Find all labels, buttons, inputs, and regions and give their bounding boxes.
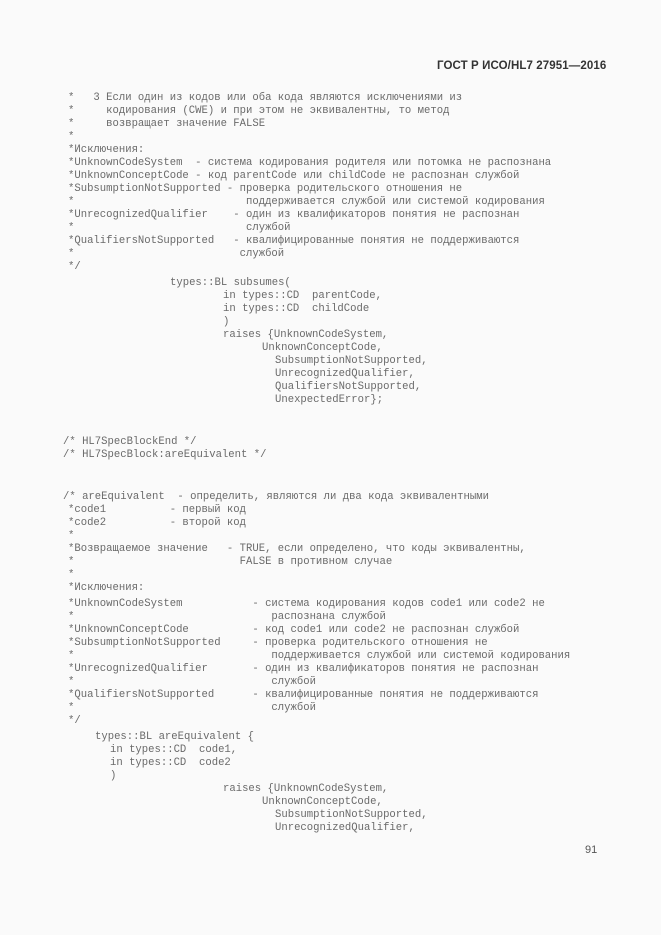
code-line: /* HL7SpecBlockEnd */ (63, 436, 197, 448)
code-line: * службой (68, 222, 291, 234)
code-line: * службой (68, 702, 316, 714)
code-line: SubsumptionNotSupported, (275, 809, 428, 821)
code-line: ) (110, 770, 117, 782)
code-line: *QualifiersNotSupported - квалифицированные понятия не поддерживаются (68, 689, 539, 701)
code-line: *Исключения: (68, 582, 145, 594)
code-line: *UnrecognizedQualifier - один из квалификаторов понятия не распознан (68, 209, 520, 221)
code-line: * распознана службой (68, 611, 386, 623)
code-line: * поддерживается службой или системой кодирования (68, 196, 545, 208)
code-line: in types::CD childCode (223, 303, 370, 315)
code-line: * (68, 569, 75, 581)
code-line: *UnrecognizedQualifier - один из квалификаторов понятия не распознан (68, 663, 539, 675)
code-line: UnrecognizedQualifier, (275, 822, 415, 834)
code-line: UnknownConceptCode, (262, 796, 383, 808)
code-line: * кодирования (CWE) и при этом не эквивалентны, то метод (68, 105, 450, 117)
code-line: * (68, 131, 75, 143)
code-line: * службой (68, 676, 316, 688)
code-line: *UnknownConceptCode - код code1 или code2 не распознан службой (68, 624, 520, 636)
code-line: */ (68, 715, 81, 727)
code-line: /* areEquivalent - определить, являются ли два кода эквивалентными (63, 491, 489, 503)
code-line: *code2 - второй код (68, 517, 247, 529)
code-line: * (68, 530, 75, 542)
code-line: * FALSE в противном случае (68, 556, 393, 568)
code-line: *Исключения: (68, 144, 145, 156)
code-line: /* HL7SpecBlock:areEquivalent */ (63, 449, 267, 461)
code-line: *SubsumptionNotSupported - проверка родительского отношения не (68, 183, 463, 195)
code-line: types::BL areEquivalent { (95, 731, 254, 743)
code-line: UnexpectedError}; (275, 394, 384, 406)
code-line: * возвращает значение FALSE (68, 118, 266, 130)
code-line: *UnknownCodeSystem - система кодирования родителя или потомка не распознана (68, 157, 552, 169)
standard-header: ГОСТ Р ИСО/HL7 27951—2016 (437, 60, 607, 72)
code-line: QualifiersNotSupported, (275, 381, 422, 393)
code-line: in types::CD code1, (110, 744, 238, 756)
code-line: *UnknownCodeSystem - система кодирования кодов code1 или code2 не (68, 598, 545, 610)
page-number: 91 (585, 844, 598, 856)
code-line: raises {UnknownCodeSystem, (223, 783, 389, 795)
code-line: raises {UnknownCodeSystem, (223, 329, 389, 341)
code-line: UnknownConceptCode, (262, 342, 383, 354)
code-line: *QualifiersNotSupported - квалифицированные понятия не поддерживаются (68, 235, 520, 247)
code-line: in types::CD code2 (110, 757, 231, 769)
code-line: types::BL subsumes( (170, 277, 291, 289)
code-line: SubsumptionNotSupported, (275, 355, 428, 367)
code-line: *UnknownConceptCode - код parentCode или childCode не распознан службой (68, 170, 520, 182)
code-line: *code1 - первый код (68, 504, 247, 516)
code-line: * 3 Если один из кодов или оба кода являются исключениями из (68, 92, 463, 104)
code-line: * поддерживается службой или системой кодирования (68, 650, 571, 662)
code-line: *Возвращаемое значение - TRUE, если определено, что коды эквивалентны, (68, 543, 526, 555)
code-line: */ (68, 261, 81, 273)
code-line: UnrecognizedQualifier, (275, 368, 415, 380)
code-line: * службой (68, 248, 285, 260)
code-line: *SubsumptionNotSupported - проверка родительского отношения не (68, 637, 488, 649)
code-line: ) (223, 316, 230, 328)
code-line: in types::CD parentCode, (223, 290, 382, 302)
